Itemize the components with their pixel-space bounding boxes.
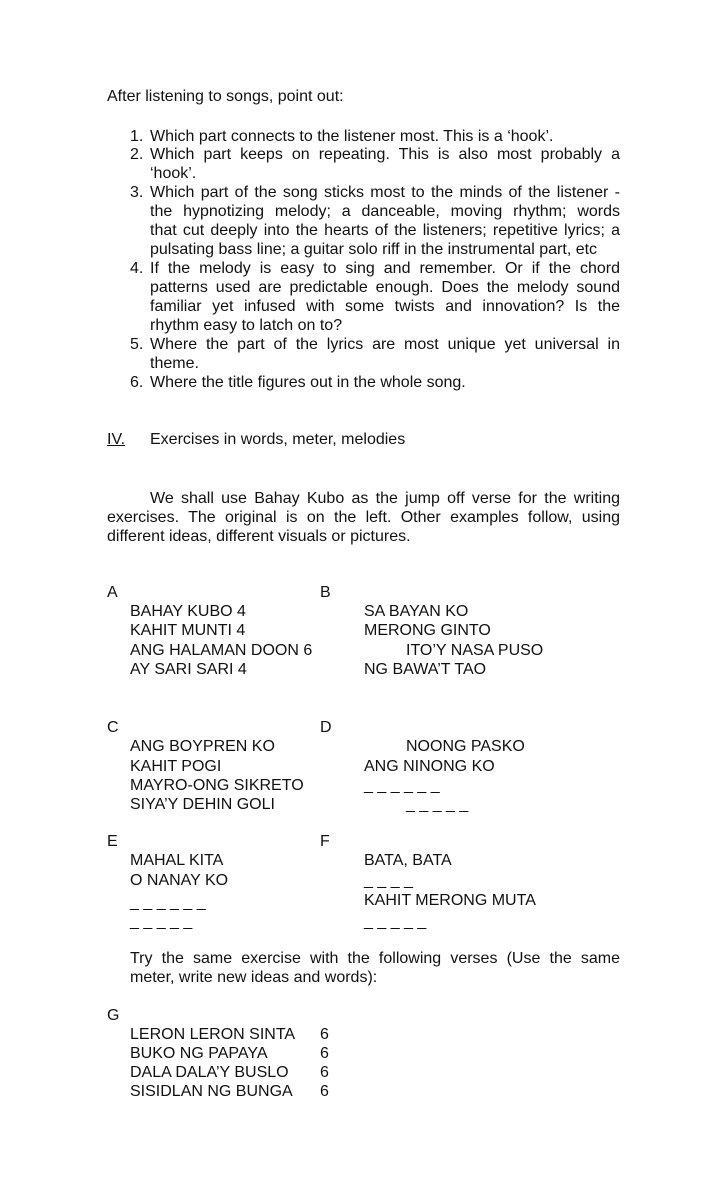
section-heading (107, 430, 418, 450)
verse-line: SA BAYAN KO (364, 603, 469, 620)
section-title: Exercises in words, meter, melodies (150, 431, 406, 448)
list-number: 6. (130, 374, 144, 391)
instruction-line: Try the same exercise with the following verses (Use the same (130, 950, 620, 967)
paragraph-line: We shall use Bahay Kubo as the jump off verse for the writing (150, 490, 620, 507)
verse-blank-line: _ _ _ _ _ _ (130, 894, 206, 911)
verse-line: SISIDLAN NG BUNGA (130, 1083, 293, 1100)
group-label-b: B (320, 584, 331, 601)
verse-line: MERONG GINTO (364, 622, 491, 639)
list-item-line: rhythm easy to latch on to? (150, 317, 343, 334)
verse-line: KAHIT MUNTI 4 (130, 622, 246, 639)
verse-blank-line: _ _ _ _ _ (364, 913, 427, 930)
verse-line: AY SARI SARI 4 (130, 661, 247, 678)
verse-line: ANG HALAMAN DOON 6 (130, 642, 313, 659)
list-number: 4. (130, 260, 144, 277)
verse-line: NG BAWA’T TAO (364, 661, 487, 678)
verse-line: ANG NINONG KO (364, 758, 495, 775)
list-item-line: the hypnotizing melody; a danceable, moving rhythm; words (150, 203, 620, 220)
list-item-line: patterns used are predictable enough. Does the melody sound (150, 279, 620, 296)
verse-blank-line: _ _ _ _ _ _ (364, 777, 440, 794)
list-number: 2. (130, 146, 144, 163)
syllable-count: 6 (320, 1064, 329, 1081)
verse-blank-line: _ _ _ _ (364, 872, 413, 889)
list-number: 5. (130, 336, 144, 353)
verse-line: BUKO NG PAPAYA (130, 1045, 268, 1062)
verse-blank-line: _ _ _ _ _ (130, 913, 193, 930)
verse-line: MAHAL KITA (130, 852, 224, 869)
list-item-line: Which part of the song sticks most to the minds of the listener - (150, 184, 620, 201)
verse-line: MAYRO-ONG SIKRETO (130, 777, 304, 794)
group-label-g: G (107, 1007, 120, 1024)
intro-text: After listening to songs, point out: (107, 88, 344, 105)
verse-line: BAHAY KUBO 4 (130, 603, 246, 620)
list-item-line: Which part connects to the listener most. This is a ‘hook’. (150, 128, 554, 145)
verse-line: ANG BOYPREN KO (130, 738, 275, 755)
list-item-line: Where the title figures out in the whole song. (150, 374, 466, 391)
syllable-count: 6 (320, 1045, 329, 1062)
verse-line: SIYA’Y DEHIN GOLI (130, 796, 275, 813)
verse-line: KAHIT POGI (130, 758, 222, 775)
verse-line: DALA DALA’Y BUSLO (130, 1064, 289, 1081)
instruction-line: meter, write new ideas and words): (130, 969, 378, 986)
list-item-line: Where the part of the lyrics are most unique yet universal in (150, 336, 620, 353)
list-item-line: pulsating bass line; a guitar solo riff in the instrumental part, etc (150, 241, 598, 258)
list-number: 3. (130, 184, 144, 201)
group-label-d: D (320, 719, 332, 736)
list-item-line: Which part keeps on repeating. This is also most probably a (150, 146, 620, 163)
paragraph-line: different ideas, different visuals or pictures. (107, 528, 411, 545)
list-item-line: familiar yet infused with some twists and innovation? Is the (150, 298, 620, 315)
list-item-line: ‘hook’. (150, 165, 197, 182)
verse-line: LERON LERON SINTA (130, 1026, 296, 1043)
group-label-f: F (320, 833, 330, 850)
verse-line: ITO’Y NASA PUSO (406, 642, 544, 659)
verse-line: O NANAY KO (130, 872, 229, 889)
verse-line: BATA, BATA (364, 852, 452, 869)
paragraph-line: exercises. The original is on the left. Other examples follow, using (107, 509, 620, 526)
section-numeral: IV. (107, 431, 126, 448)
verse-line: KAHIT MERONG MUTA (364, 892, 536, 909)
list-item-line: that cut deeply into the hearts of the listeners; repetitive lyrics; a (150, 222, 620, 239)
syllable-count: 6 (320, 1083, 329, 1100)
group-label-a: A (107, 584, 118, 601)
verse-line: NOONG PASKO (406, 738, 525, 755)
list-number: 1. (130, 128, 144, 145)
list-item-line: theme. (150, 355, 199, 372)
syllable-count: 6 (320, 1026, 329, 1043)
verse-blank-line: _ _ _ _ _ (406, 796, 469, 813)
group-label-c: C (107, 719, 119, 736)
list-item-line: If the melody is easy to sing and remember. Or if the chord (150, 260, 620, 277)
group-label-e: E (107, 833, 118, 850)
